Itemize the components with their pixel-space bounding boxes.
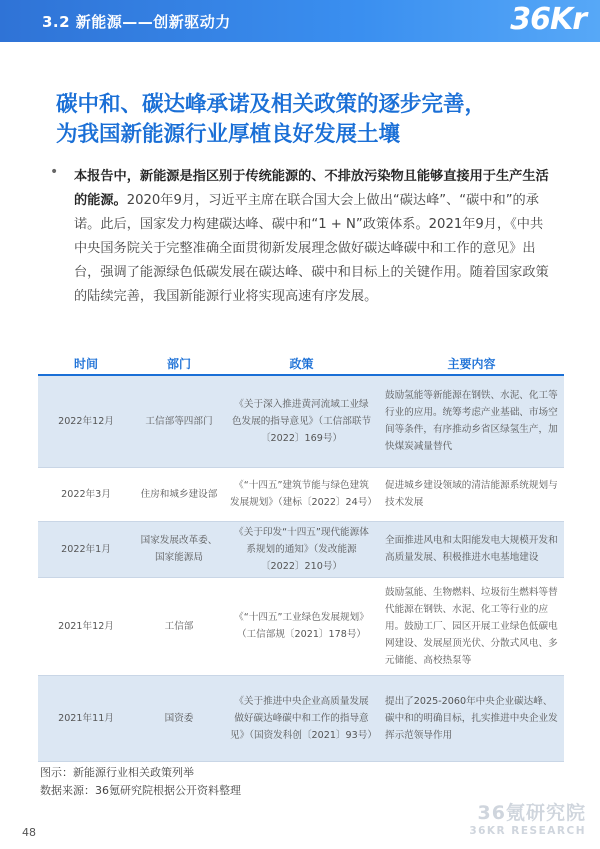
header-bar	[0, 0, 600, 42]
headline-line-1: 碳中和、碳达峰承诺及相关政策的逐步完善，	[56, 92, 487, 117]
headline-line-2: 为我国新能源行业厚植良好发展土壤	[56, 122, 401, 147]
cell-policy: 《关于深入推进黄河流域工业绿色发展的指导意见》（工信部联节〔2022〕169号）	[224, 375, 379, 467]
cell-department: 国资委	[134, 675, 224, 761]
cell-content: 促进城乡建设领域的清洁能源系统规划与技术发展	[379, 467, 564, 521]
table-header-row	[38, 352, 564, 375]
page-number: 48	[22, 826, 36, 839]
table-row	[38, 577, 564, 675]
cell-department: 住房和城乡建设部	[134, 467, 224, 521]
header-content: 主要内容	[379, 352, 564, 375]
watermark-en: 36KR RESEARCH	[469, 825, 586, 837]
watermark-logo	[469, 798, 586, 837]
table-row	[38, 521, 564, 577]
cell-content: 鼓励氢能、生物燃料、垃圾衍生燃料等替代能源在钢铁、水泥、化工等行业的应用。鼓励工厂、园区开展工业绿色低碳电网建设、发展屋顶光伏、分散式风电、多元储能、高校热泵等	[379, 577, 564, 675]
header-department: 部门	[134, 352, 224, 375]
cell-policy: 《“十四五”工业绿色发展规划》（工信部规〔2021〕178号）	[224, 577, 379, 675]
cell-policy: 《关于推进中央企业高质量发展做好碳达峰碳中和工作的指导意见》（国资发科创〔2021〕93号）	[224, 675, 379, 761]
caption-source: 数据来源：36氪研究院根据公开资料整理	[40, 784, 241, 797]
cell-content: 鼓励氢能等新能源在钢铁、水泥、化工等行业的应用。统筹考虑产业基础、市场空间等条件，有序推动乡省区绿氢生产，加快煤炭减量替代	[379, 375, 564, 467]
cell-content: 全面推进风电和太阳能发电大规模开发和高质量发展、积极推进水电基地建设	[379, 521, 564, 577]
brand-logo: 36Kr	[510, 2, 586, 37]
cell-department: 工信部	[134, 577, 224, 675]
cell-time: 2022年1月	[38, 521, 134, 577]
cell-time: 2022年12月	[38, 375, 134, 467]
cell-content: 提出了2025-2060年中央企业碳达峰、碳中和的明确目标，扎实推进中央企业发挥示范领导作用	[379, 675, 564, 761]
policy-table	[38, 352, 564, 762]
page-headline	[56, 90, 566, 150]
table-row	[38, 675, 564, 761]
table-row	[38, 375, 564, 467]
cell-time: 2021年11月	[38, 675, 134, 761]
cell-policy: 《“十四五”建筑节能与绿色建筑发展规划》（建标〔2022〕24号）	[224, 467, 379, 521]
cell-time: 2022年3月	[38, 467, 134, 521]
bullet-icon: •	[50, 164, 59, 180]
section-title: 3.2 新能源——创新驱动力	[42, 13, 231, 31]
table-row	[38, 467, 564, 521]
intro-paragraph	[74, 165, 554, 309]
cell-department: 工信部等四部门	[134, 375, 224, 467]
cell-time: 2021年12月	[38, 577, 134, 675]
figure-caption	[40, 764, 241, 800]
header-time: 时间	[38, 352, 134, 375]
cell-policy: 《关于印发“十四五”现代能源体系规划的通知》（发改能源〔2022〕210号）	[224, 521, 379, 577]
caption-figure: 图示：新能源行业相关政策列举	[40, 766, 194, 779]
intro-body-text: 2020年9月，习近平主席在联合国大会上做出“碳达峰”、“碳中和”的承诺。此后，国家发力构建碳达峰、碳中和“1 + N”政策体系。2021年9月，《中共中央国务院关于完整准确全面贯彻新发展理念做好碳达峰碳中和工作的意见》出台，强调了能源绿色低碳发展在碳达峰、碳中和目标上的关键作用。随着国家政策的陆续完善，我国新能源行业将实现高速有序发展。	[74, 193, 549, 304]
watermark-cn: 36氪研究院	[477, 802, 586, 824]
intro-bold-text: 本报告中，新能源是指区别于传统能源的、不排放污染物且能够直接用于生产生活的能源。	[74, 169, 549, 208]
cell-department: 国家发展改革委、国家能源局	[134, 521, 224, 577]
header-policy: 政策	[224, 352, 379, 375]
